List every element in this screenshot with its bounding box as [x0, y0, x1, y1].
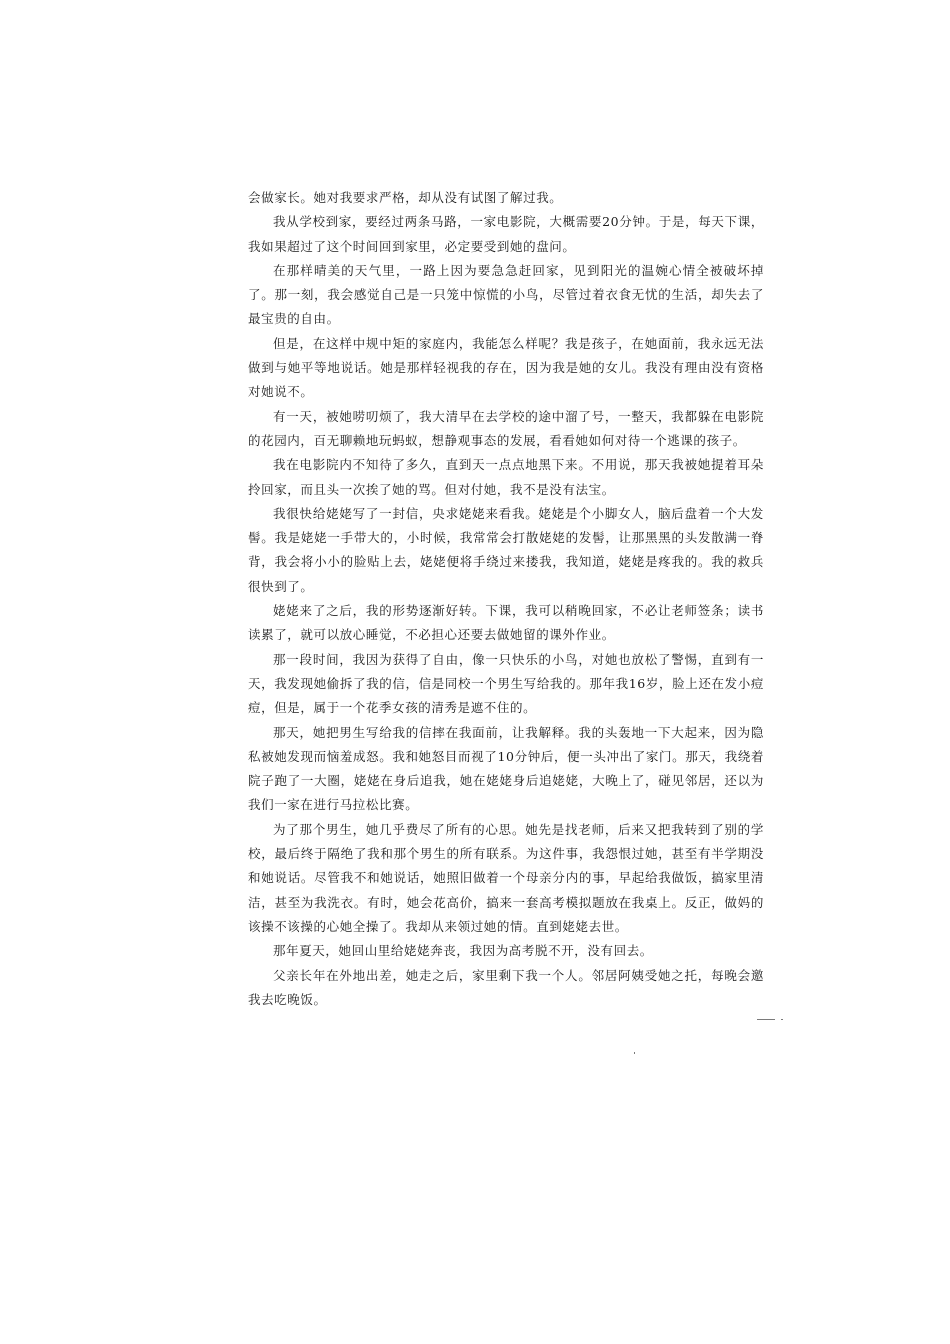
paragraph-2: 我从学校到家，要经过两条马路，一家电影院，大概需要20分钟。于是，每天下课，我如果超过了这个时间回到家里，必定要受到她的盘问。: [248, 214, 764, 254]
paragraph-7: 我很快给姥姥写了一封信，央求姥姥来看我。姥姥是个小脚女人，脑后盘着一个大发髻。我是姥姥一手带大的，小时候，我常常会打散姥姥的发髻，让那黑黑的头发散满一脊背，我会将小小的脸贴上去，姥姥便将手绕过来搂我，我知道，姥姥是疼我的。我的救兵很快到了。: [248, 505, 764, 594]
scan-artifact-dot: [781, 1019, 783, 1020]
paragraph-12: 那年夏天，她回山里给姥姥奔丧，我因为高考脱不开，没有回去。: [273, 943, 653, 959]
paragraph-13: 父亲长年在外地出差，她走之后，家里剩下我一个人。邻居阿姨受她之托，每晚会邀我去吃晚饭。: [248, 967, 764, 1007]
paragraph-3: 在那样晴美的天气里，一路上因为要急急赶回家，见到阳光的温婉心情全被破坏掉了。那一刻，我会感觉自己是一只笼中惊慌的小鸟，尽管过着衣食无忧的生活，却失去了最宝贵的自由。: [248, 262, 764, 327]
article-body: [248, 186, 764, 1012]
paragraph-9: 那一段时间，我因为获得了自由，像一只快乐的小鸟，对她也放松了警惕，直到有一天，我发现她偷拆了我的信，信是同校一个男生写给我的。那年我16岁，脸上还在发小痘痘，但是，属于一个花季女孩的清秀是遮不住的。: [248, 651, 764, 716]
paragraph-10: 那天，她把男生写给我的信摔在我面前，让我解释。我的头轰地一下大起来，因为隐私被她发现而恼羞成怒。我和她怒目而视了10分钟后，便一头冲出了家门。那天，我绕着院子跑了一大圈，姥姥在身后追我，她在姥姥身后追姥姥，大晚上了，碰见邻居，还以为我们一家在进行马拉松比赛。: [248, 724, 764, 813]
paragraph-6: 我在电影院内不知待了多久，直到天一点点地黑下来。不用说，那天我被她提着耳朵拎回家，而且头一次挨了她的骂。但对付她，我不是没有法宝。: [248, 457, 764, 497]
scan-artifact-dash: [757, 1019, 775, 1020]
scan-artifact-dot: [634, 1052, 635, 1054]
paragraph-5: 有一天，被她唠叨烦了，我大清早在去学校的途中溜了号，一整天，我都躲在电影院的花园内，百无聊赖地玩蚂蚁，想静观事态的发展，看看她如何对待一个逃课的孩子。: [248, 408, 764, 448]
paragraph-1: 会做家长。她对我要求严格，却从没有试图了解过我。: [248, 190, 563, 205]
paragraph-4: 但是，在这样中规中矩的家庭内，我能怎么样呢？我是孩子，在她面前，我永远无法做到与她平等地说话。她是那样轻视我的存在，因为我是她的女儿。我没有理由没有资格对她说不。: [248, 335, 764, 400]
paragraph-11: 为了那个男生，她几乎费尽了所有的心思。她先是找老师，后来又把我转到了别的学校，最后终于隔绝了我和那个男生的所有联系。为这件事，我怨恨过她，甚至有半学期没和她说话。尽管我不和她说话，她照旧做着一个母亲分内的事，早起给我做饭，搞家里清洁，甚至为我洗衣。有时，她会花高价，搞来一套高考模拟题放在我桌上。反正，做妈的该操不该操的心她全操了。我却从来领过她的情。直到姥姥去世。: [248, 821, 764, 934]
paragraph-8: 姥姥来了之后，我的形势逐渐好转。下课，我可以稍晚回家，不必让老师签条；读书读累了，就可以放心睡觉，不必担心还要去做她留的课外作业。: [248, 603, 764, 643]
